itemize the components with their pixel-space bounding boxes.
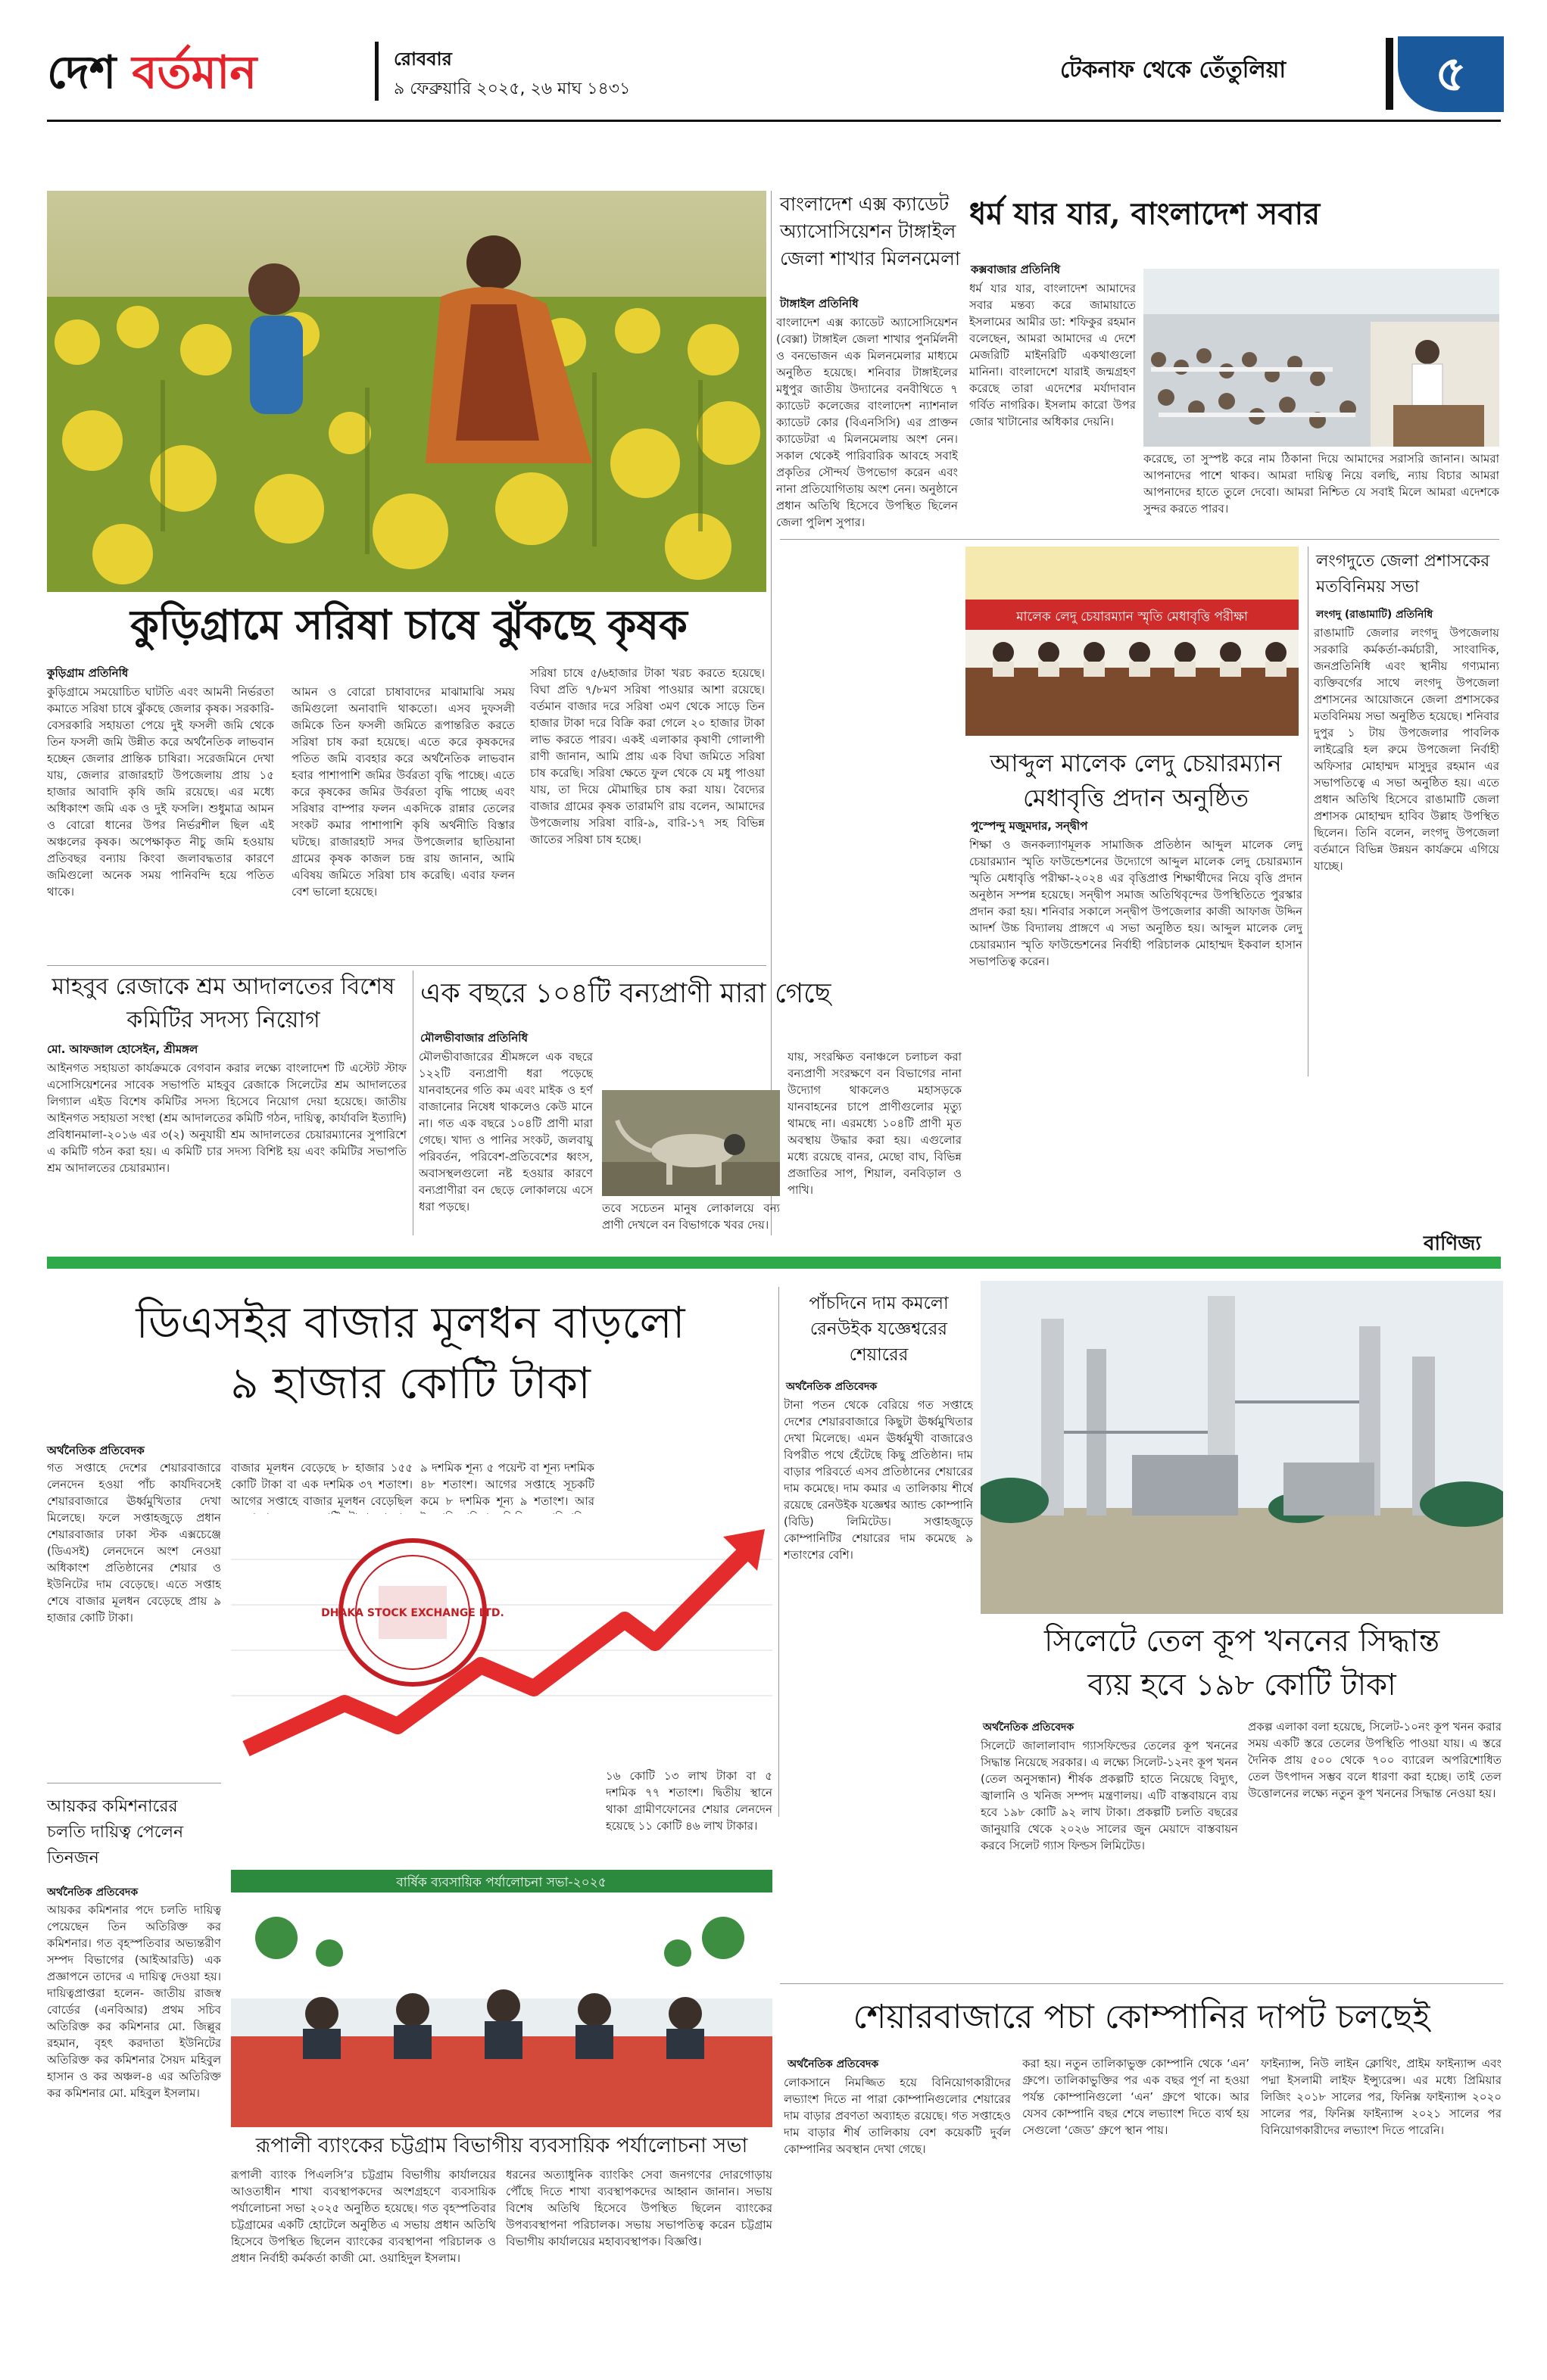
rally-illustration	[1143, 269, 1499, 447]
sharebazar-headline: শেয়ারবাজারে পচা কোম্পানির দাপট চলছেই	[853, 1998, 1430, 2036]
sharebazar-column-3: ফাইন্যান্স, নিউ লাইন ক্লোথিং, প্রাইম ফাইন্যান্স এবং পদ্মা ইসলামী লাইফ ইন্স্যুরেন্স। এর মধ্যে প্রিমিয়ার লিজিং ২০১৮ সালের পর, ফিনিক্স ফাইন্যান্স ২০২০ সালের পর, ফিনিক্স ফাইন্যান্স ২০২১ সালের পর বিনিয়োগকারীদের লভ্যাংশ দিতে পারেনি।	[1261, 2057, 1502, 2137]
tax-headline: আয়কর কমিশনারের চলতি দায়িত্ব পেলেন তিনজন	[47, 1797, 184, 1868]
sylhet-headline-line1: সিলেটে তেল কূপ খননের সিদ্ধান্ত	[1043, 1624, 1440, 1659]
divider	[47, 965, 766, 966]
banner-text: মালেক লেদু চেয়ারম্যান স্মৃতি মেধাবৃত্তি পরীক্ষা	[1016, 609, 1248, 625]
lead-column-1: কুড়িগ্রামে সময়োচিত ঘাটতি এবং আমনী নির্ভরতা কমাতে সরিষা চাষে ঝুঁকছে জেলার কৃষক। সরকারি-বেসরকারি সহায়তা পেয়ে দুই ফসলী জমি থেকে তিন ফসলী জমি উন্নীত করে অর্থনৈতিক লাভবান হচ্ছেন জেলার প্রান্তিক চাষিরা। সরেজমিনে দেখা যায়, জেলার রাজারহাট উপজেলায় প্রায় ১৫ হাজার আবাদি কৃষি জমি রয়েছে। এর মধ্যে অধিকাংশ জমি এক ও দুই ফসলি। শুধুমাত্র আমন ও বোরো ধানের উপর নির্ভরশীল ছিল এই অঞ্চলের কৃষক। অপেক্ষাকৃত নীচু জমি হওয়ায় প্রতিবছর বন্যায় কিংবা জলাবদ্ধতার কারণে জমিগুলো অনেক সময় পানিবন্দি হয়ে পতিত থাকে।	[47, 685, 274, 899]
longodu-text: রাঙামাটি জেলার লংগদু উপজেলায় সরকারি কর্মকর্তা-কর্মচারী, সাংবাদিক, জনপ্রতিনিধি এবং স্থানীয় গণ্যমান্য ব্যক্তিবর্গের সাথে লংগদু উপজেলা প্রশাসনের আয়োজনে জেলা প্রশাসকের মতবিনিময় সভা অনুষ্ঠিত হয়েছে। শনিবার দুপুর ১ টায় উপজেলার পাবলিক লাইব্রেরি হল রুমে উপজেলা নির্বাহী অফিসার মোহাম্মদ মাসুদুর রহমান এর সভাপতিত্বে এ সভা অনুষ্ঠিত হয়। এতে প্রধান অতিথি হিসেবে রাঙামাটি জেলা প্রশাসক মোহাম্মদ হাবিব উল্লাহ উপস্থিত ছিলেন। তিনি বলেন, লংগদু উপজেলা বর্তমানে বিভিন্ন উন্নয়ন কার্যক্রমে এগিয়ে যাচ্ছে।	[1314, 626, 1499, 873]
wildlife-headline: এক বছরে ১০৪টি বন্যপ্রাণী মারা গেছে	[420, 978, 831, 1009]
mahbub-text: আইনগত সহায়তা কার্যক্রমকে বেগবান করার লক্ষ্যে বাংলাদেশ টি এস্টেট স্টাফ এসোসিয়েশনের সাবেক সভাপতি মাহবুব রেজাকে সিলেটের শ্রম আদালতের লিগ্যাল এইড বিশেষ কমিটির সদস্য হিসেবে নিয়োগ দেয়া হয়েছে। জাতীয় আইনগত সহায়তা সংস্থা (শ্রম আদালতের কমিটি গঠন, দায়িত্ব, কার্যাবলি ইত্যাদি) প্রবিধানমালা-২০১৬ এর ৩(২) অনুযায়ী শ্রম আদালতের চেয়ারম্যানের সুপারিশে এ কমিটি গঠন করা হয়। এ কমিটি চার সদস্য বিশিষ্ট হয় এবং কমিটির সভাপতি শ্রম আদালতের চেয়ারম্যান।	[47, 1061, 407, 1175]
dhormo-text-continued: করেছে, তা সুস্পষ্ট করে নাম ঠিকানা দিয়ে আমাদের সরাসরি জানান। আমরা আপনাদের পাশে থাকব। আমরা দায়িত্ব নিয়ে বলছি, ন্যায় বিচার আমরা আপনাদের হাতে তুলে দেবো। আমরা নিশ্চিত যে সবাই মিলে আমরা এদেশকে সুন্দর করতে পারব।	[1143, 452, 1499, 516]
rupali-meeting-illustration	[231, 1870, 772, 2127]
dse-graphic	[231, 1514, 772, 1764]
renewick-text: টানা পতন থেকে বেরিয়ে গত সপ্তাহে দেশের শেয়ারবাজারে কিছুটা ঊর্ধ্বমুখিতার দেখা মিলেছে। এমন ঊর্ধ্বমুখী বাজারেও বিপরীত পথে হেঁটেছে কিছু প্রতিষ্ঠান। দাম বাড়ার পরিবর্তে এসব প্রতিষ্ঠানের শেয়ারের দাম কমেছে। দাম কমার এ তালিকায় শীর্ষে রয়েছে রেনউইক যজ্ঞেশ্বর অ্যান্ড কোম্পানি (বিডি) লিমিটেড। সপ্তাহজুড়ে কোম্পানিটির শেয়ারের দাম কমেছে ৯ শতাংশের বেশি।	[784, 1398, 973, 1562]
lead-headline: কুড়িগ্রামে সরিষা চাষে ঝুঁকছে কৃষক	[130, 600, 688, 649]
masthead-rule	[47, 120, 1501, 122]
rupali-text-continued: ধরনের অত্যাধুনিক ব্যাংকিং সেবা জনগণের দোরগোড়ায় পৌঁছে দিতে শাখা ব্যবস্থাপকদের আহ্বান জানান। সভায় বিশেষ অতিথি হিসেবে উপস্থিত ছিলেন ব্যাংকের উপব্যবস্থাপনা পরিচালক। সভায় সভাপতিত্ব করেন চট্টগ্রাম বিভাগীয় কার্যালয়ের মহাব্যবস্থাপক। বিজ্ঞপ্তি।	[506, 2168, 772, 2248]
oil-refinery-photo	[981, 1281, 1503, 1614]
tax-text: আয়কর কমিশনার পদে চলতি দায়িত্ব পেয়েছেন তিন অতিরিক্ত কর কমিশনার। গত বৃহস্পতিবার অভ্যন্তরীণ সম্পদ বিভাগের (আইআরডি) এক প্রজ্ঞাপনে তাদের এ দায়িত্ব দেওয়া হয়। দায়িত্বপ্রাপ্তরা হলেন- জাতীয় রাজস্ব বোর্ডের (এনবিআর) প্রথম সচিব অতিরিক্ত কর কমিশনার মো. জিল্লুর রহমান, বৃহৎ করদাতা ইউনিটের অতিরিক্ত কর কমিশনার সৈয়দ মহিবুল হাসান ও কর অঞ্চল-৪ এর অতিরিক্ত কর কমিশনার মো. মহিবুল ইসলাম।	[47, 1903, 221, 2100]
masthead-slogan: টেকনাফ থেকে তেঁতুলিয়া	[1060, 57, 1287, 83]
sylhet-byline: অর্থনৈতিক প্রতিবেদক	[983, 1721, 1074, 1734]
dse-headline-line2: ৯ হাজার কোটি টাকা	[230, 1357, 591, 1409]
scholarship-event-illustration	[965, 547, 1299, 736]
monkey-illustration	[602, 1090, 780, 1196]
sharebazar-column-1: লোকসানে নিমজ্জিত হয়ে বিনিয়োগকারীদের লভ্যাংশ দিতে না পারা কোম্পানিগুলোর শেয়ারের দাম বাড়ার প্রবণতা অব্যাহত রয়েছে। গত সপ্তাহেও দাম বাড়ার শীর্ষ তালিকায় বেশ কয়েকটি দুর্বল কোম্পানির অবস্থান দেখা গেছে।	[784, 2076, 1011, 2156]
brand-part1: দেশ	[47, 46, 117, 99]
sylhet-text-continued: প্রকল্প এলাকা বলা হয়েছে, সিলেট-১০নং কূপ খনন করার সময় একটি স্তরে তেলের উপস্থিতি পাওয়া যায়। এ স্তরে দৈনিক প্রায় ৫০০ থেকে ৭০০ ব্যারেল অপরিশোধিত তেল উৎপাদন সম্ভব বলে ধারণা করা হচ্ছে। তাই তেল উত্তোলনের লক্ষ্যে নতুন কূপ খননের সিদ্ধান্ত নেওয়া হয়।	[1248, 1720, 1502, 1800]
masthead-divider	[375, 42, 379, 101]
tax-byline: অর্থনৈতিক প্রতিবেদক	[47, 1886, 139, 1899]
tangail-byline: টাঙ্গাইল প্রতিনিধি	[780, 297, 859, 310]
dse-column-1: গত সপ্তাহে দেশের শেয়ারবাজারে লেনদেন হওয়া পাঁচ কার্যদিবসেই শেয়ারবাজারে ঊর্ধ্বমুখিতার দেখা মিলেছে। ফলে সপ্তাহজুড়ে প্রধান শেয়ারবাজার ঢাকা স্টক এক্সচেঞ্জে (ডিএসই) লেনদেনে অংশ নেওয়া অধিকাংশ প্রতিষ্ঠানের শেয়ার ও ইউনিটের দাম বেড়েছে। এতে সপ্তাহ শেষে বাজার মূলধন বেড়েছে প্রায় ৯ হাজার কোটি টাকা।	[47, 1461, 221, 1625]
sylhet-text: সিলেটে জালালাবাদ গ্যাসফিল্ডের তেলের কূপ খননের সিদ্ধান্ত নিয়েছে সরকার। এ লক্ষ্যে সিলেট-১২নং কূপ খনন (তেল অনুসন্ধান) শীর্ষক প্রকল্পটি হাতে নিয়েছে বিদ্যুৎ, জ্বালানি ও খনিজ সম্পদ মন্ত্রণালয়। এটি বাস্তবায়নে ব্যয় হবে ১৯৮ কোটি ৯২ লাখ টাকা। প্রকল্পটি চলতি বছরের জানুয়ারি থেকে ২০২৬ সালের জুন মেয়াদে বাস্তবায়ন করবে সিলেট গ্যাস ফিল্ডস লিমিটেড।	[981, 1739, 1238, 1852]
page-number-bar	[1386, 38, 1393, 110]
rupali-text: রূপালী ব্যাংক পিএলসি’র চট্টগ্রাম বিভাগীয় কার্যালয়ের আওতাধীন শাখা ব্যবস্থাপকদের অংশগ্রহণে ব্যবসায়িক পর্যালোচনা সভা ২০২৫ অনুষ্ঠিত হয়েছে। গত বৃহস্পতিবার চট্টগ্রামের একটি হোটেলে অনুষ্ঠিত এ সভায় প্রধান অতিথি হিসেবে উপস্থিত ছিলেন ব্যাংকের ব্যবস্থাপনা পরিচালক ও প্রধান নির্বাহী কর্মকর্তা কাজী মো. ওয়াহিদুল ইসলাম।	[231, 2168, 496, 2265]
rally-photo	[1143, 269, 1499, 447]
dhormo-headline: ধর্ম যার যার, বাংলাদেশ সবার	[969, 196, 1321, 232]
section-label: বাণিজ্য	[1424, 1232, 1481, 1255]
longodu-headline: লংগদুতে জেলা প্রশাসকের মতবিনিময় সভা	[1316, 552, 1490, 597]
dse-column-2: বাজার মূলধন বেড়েছে ৮ হাজার ১৫৫ কোটি টাকা বা এক দশমিক ৩৭ শতাংশ। আগের সপ্তাহে বাজার মূলধন বেড়েছিল	[231, 1461, 413, 1508]
dse-byline: অর্থনৈতিক প্রতিবেদক	[47, 1444, 145, 1457]
rupali-banner: বার্ষিক ব্যবসায়িক পর্যালোচনা সভা-২০২৫	[396, 1875, 607, 1890]
lead-column-2: আমন ও বোরো চাষাবাদের মাঝামাঝি সময় জমিগুলো অনাবাদি থাকতো। এসব দুফসলী জমিকে তিন ফসলী জমিতে রূপান্তরিত করতে সরিষা চাষ করা হয়েছে। এতে করে কৃষকদের পতিত জমি ব্যবহার করে অর্থনৈতিক লাভবান হবার পাশাপাশি জমির উর্বরতা বৃদ্ধি পাচ্ছে। এতে করে কৃষকের জমির উর্বরতা বৃদ্ধি পাচ্ছে এবং সরিষার বাম্পার ফলন একদিকে রান্নার তেলের সংকট কমার পাশাপাশি কৃষি অর্থনীতি বিস্তার ঘটছে। রাজারহাট সদর উপজেলার ছাতিয়ানা গ্রামের কৃষক কাজল চন্দ্র রায় জানান, আমি এবিষয় জমিতে সরিষা চাষ করেছি। এবার ফলন বেশ ভালো হয়েছে।	[292, 685, 515, 899]
longodu-byline: লংগদু (রাঙামাটি) প্রতিনিধি	[1316, 609, 1433, 621]
sylhet-headline-line2: ব্যয় হবে ১৯৮ কোটি টাকা	[1087, 1668, 1396, 1702]
rupali-headline: রূপালী ব্যাংকের চট্টগ্রাম বিভাগীয় ব্যবসায়িক পর্যালোচনা সভা	[255, 2134, 748, 2157]
dhormo-text: ধর্ম যার যার, বাংলাদেশ আমাদের সবার মন্তব্য করে জামায়াতে ইসলামের আমীর ডা: শফিকুর রহমান বলেছেন, আমরা আমাদের এ দেশে মেজরিটি মাইনরিটি একথাগুলো মানিনা। বাংলাদেশে যারাই জন্মগ্রহণ করেছে তারা এদেশের মর্যাদাবান গর্বিত নাগরিক। ইসলাম কারো উপর জোর খাটানোর অধিকার দেয়নি।	[969, 282, 1136, 428]
dse-headline-line1: ডিএসইর বাজার মূলধন বাড়লো	[136, 1297, 685, 1348]
masthead-date: ৯ ফেব্রুয়ারি ২০২৫, ২৬ মাঘ ১৪৩১	[394, 79, 631, 98]
lead-column-3: সরিষা চাষে ৫/৬হাজার টাকা খরচ করতে হয়েছে। বিঘা প্রতি ৭/৮মণ সরিষা পাওয়ার আশা রয়েছে। বর্তমান বাজার দরে সরিষা ৩মণ থেকে সাড়ে তিন হাজার টাকা দরে বিক্রি করা গেলে ২০ হাজার টাকা লাভ করতে পারব। একই এলাকার কৃষাণী গোলাপী রাণী জানান, আমি প্রায় এক বিঘা জমিতে সরিষা চাষ করেছি। সরিষা ক্ষেতে ফুল থেকে যে মধু পাওয়া যায়, তা দিয়ে মৌমাছির চাষ করা যায়। বৈদ্যের বাজার গ্রামের কৃষক তারামণি রায় বলেন, আমাদের উপজেলায় সরিষা বারি-৯, বারি-১৭ সহ বিভিন্ন জাতের সরিষা চাষ হচ্ছে।	[530, 666, 765, 846]
newspaper-brand	[47, 38, 257, 114]
dse-column-4: ১৬ কোটি ১৩ লাখ টাকা বা ৫ দশমিক ৭৭ শতাংশ। দ্বিতীয় স্থানে থাকা গ্রামীণফোনের শেয়ার লেনদেন হয়েছে ১১ কোটি ৪৬ লাখ টাকার।	[606, 1769, 772, 1833]
oil-refinery-illustration	[981, 1281, 1503, 1614]
divider	[778, 1287, 779, 1817]
sharebazar-column-2: করা হয়। নতুন তালিকাভুক্ত কোম্পানি থেকে ‘এন’ গ্রুপে। তালিকাভুক্তির পর এক বছর পূর্ণ না হওয়া পর্যন্ত কোম্পানিগুলো ‘এন’ গ্রুপে থাকে। আর যেসব কোম্পানি বছর শেষে লভ্যাংশ দিতে ব্যর্থ হয় সেগুলো ‘জেড’ গ্রুপে স্থান পায়।	[1022, 2057, 1249, 2137]
dse-column-3: ৯ দশমিক শূন্য ৫ পয়েন্ট বা শূন্য দশমিক ৪৮ শতাংশ। আগের সপ্তাহে সূচকটি কমে ৮ দশমিক শূন্য ৯ শতাংশ। আর	[420, 1461, 594, 1508]
wildlife-byline: মৌলভীবাজার প্রতিনিধি	[420, 1031, 528, 1045]
monkey-photo	[602, 1090, 780, 1196]
page-number: ৫	[1398, 36, 1504, 112]
dse-logo-text: DHAKA STOCK EXCHANGE LTD.	[321, 1607, 504, 1619]
wildlife-caption: তবে সচেতন মানুষ লোকালয়ে বন্য প্রাণী দেখলে বন বিভাগকে খবর দেয়।	[602, 1201, 780, 1232]
divider	[771, 191, 772, 1235]
sharebazar-byline: অর্থনৈতিক প্রতিবেদক	[788, 2058, 879, 2070]
dse-growth-graphic	[231, 1514, 772, 1764]
mahbub-byline: মো. আফজাল হোসেইন, শ্রীমঙ্গল	[47, 1042, 198, 1056]
mustard-field-illustration	[47, 191, 766, 592]
wildlife-text: মৌলভীবাজারের শ্রীমঙ্গলে এক বছরে ১২২টি বন্যপ্রাণী ধরা পড়েছে যানবাহনের গতি কম এবং মাইক ও হর্ণ বাজানোর নিষেধ থাকলেও কেউ মানে না। গত এক বছরে ১০৪টি প্রাণী মারা গেছে। খাদ্য ও পানির সংকট, জলবায়ু পরিবর্তন, পরিবেশ-প্রতিবেশের ধ্বংস, অবাসস্থলগুলো নষ্ট হওয়ার কারণে বন্যপ্রাণীরা বন ছেড়ে লোকালয়ে এসে ধরা পড়ছে।	[419, 1050, 593, 1213]
dhormo-byline: কক্সবাজার প্রতিনিধি	[971, 263, 1061, 276]
wildlife-text-continued: যায়, সংরক্ষিত বনাঞ্চলে চলাচল করা বন্যপ্রাণী সংরক্ষণে বন বিভাগের নানা উদ্যোগ থাকলেও মহাসড়কে যানবাহনের চাপে প্রাণীগুলোর মৃত্যু থামছে না। এরমধ্যে ১০৪টি প্রাণী মৃত অবস্থায় উদ্ধার করা হয়। এগুলোর মধ্যে রয়েছে বানর, মেছো বাঘ, বিভিন্ন প্রজাতির সাপ, শিয়াল, বনবিড়াল ও পাখি।	[788, 1050, 962, 1197]
tangail-headline: বাংলাদেশ এক্স ক্যাডেট অ্যাসোসিয়েশন টাঙ্গাইল জেলা শাখার মিলনমেলা	[780, 193, 961, 269]
divider	[780, 1983, 1503, 1984]
renewick-headline: পাঁচদিনে দাম কমলো রেনউইক যজ্ঞেশ্বরের শেয়ারের	[809, 1294, 949, 1365]
section-green-bar	[47, 1257, 1501, 1269]
renewick-byline: অর্থনৈতিক প্রতিবেদক	[786, 1381, 878, 1393]
ledu-byline: পুস্পেন্দু মজুমদার, সন্দ্বীপ	[971, 819, 1088, 833]
scholarship-event-photo	[965, 547, 1299, 736]
rupali-meeting-photo	[231, 1870, 772, 2127]
mustard-field-photo	[47, 191, 766, 592]
ledu-text: শিক্ষা ও জনকল্যাণমূলক সামাজিক প্রতিষ্ঠান আব্দুল মালেক লেদু চেয়ারম্যান স্মৃতি ফাউন্ডেশনের উদ্যোগে আব্দুল মালেক লেদু চেয়ারম্যান স্মৃতি মেধাবৃত্তি পরীক্ষা-২০২৪ এর বৃত্তিপ্রাপ্ত শিক্ষার্থীদের নিয়ে বৃত্তি প্রদান অনুষ্ঠান সম্পন্ন হয়েছে। সন্দ্বীপ সমাজ অতিথিবৃন্দের উপস্থিতিতে পুরস্কার প্রদান করা হয়। শনিবার সকালে সন্দ্বীপ উপজেলার কাজী আফাজ উদ্দিন আদর্শ উচ্চ বিদ্যালয় প্রাঙ্গণে এ সভা অনুষ্ঠিত হয়। আব্দুল মালেক লেদু চেয়ারম্যান স্মৃতি ফাউন্ডেশনের নির্বাহী পরিচালক মোহাম্মদ ইকবাল হাসান সভাপতিত্ব করেন।	[969, 838, 1302, 968]
ledu-headline: আব্দুল মালেক লেদু চেয়ারম্যান মেধাবৃত্তি প্রদান অনুষ্ঠিত	[990, 749, 1282, 812]
masthead-day: রোববার	[394, 48, 452, 70]
mahbub-headline: মাহবুব রেজাকে শ্রম আদালতের বিশেষ কমিটির সদস্য নিয়োগ	[51, 973, 395, 1033]
tangail-text: বাংলাদেশ এক্স ক্যাডেট অ্যাসোসিয়েশন (বেক্সা) টাঙ্গাইল জেলা শাখার পুনর্মিলনী ও বনভোজন এক মিলনমেলার মাধ্যমে অনুষ্ঠিত হয়েছে। শনিবার টাঙ্গাইলের মধুপুর জাতীয় উদ্যানের বনবীথিতে ৭ ক্যাডেট কলেজের বাংলাদেশ ন্যাশনাল ক্যাডেট কোর (বিএনসিসি) এর প্রাক্তন ক্যাডেটরা এ মিলনমেলায় অংশ নেন। সকাল থেকেই পারিবারিক আবহে সবাই প্রকৃতির সৌন্দর্য উপভোগ করেন এবং নানা প্রতিযোগিতায় অংশ নেন। অনুষ্ঠানে প্রধান অতিথি হিসেবে উপস্থিত ছিলেন জেলা পুলিশ সুপার।	[776, 316, 958, 529]
divider	[780, 539, 1499, 540]
brand-part2: বর্তমান	[132, 46, 257, 99]
lead-byline: কুড়িগ্রাম প্রতিনিধি	[47, 666, 129, 680]
